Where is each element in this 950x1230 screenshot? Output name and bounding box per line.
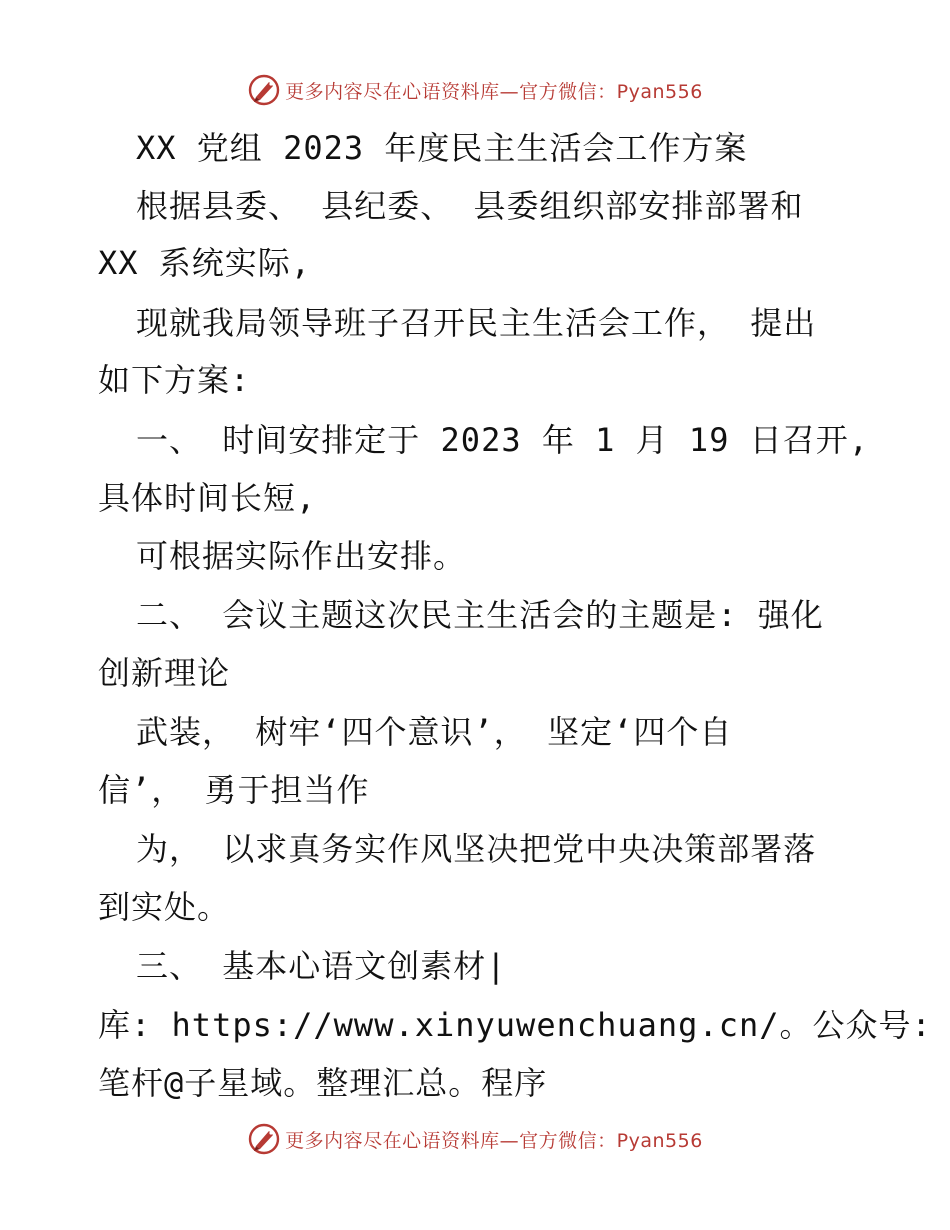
doc-line: XX 系统实际, — [98, 244, 312, 282]
doc-line: 到实处。 — [98, 888, 231, 926]
header-watermark-banner — [0, 70, 950, 110]
footer-watermark-banner — [0, 1119, 950, 1159]
doc-line: 具体时间长短, — [98, 479, 317, 517]
doc-line: 信’， 勇于担当作 — [98, 771, 370, 809]
doc-title: XX 党组 2023 年度民主生活会工作方案 — [136, 129, 748, 167]
doc-line: 三、 基本心语文创素材| — [136, 947, 507, 985]
doc-line: 武装， 树牢‘四个意识’， 坚定‘四个自 — [136, 713, 733, 751]
doc-line: 可根据实际作出安排。 — [136, 537, 467, 575]
doc-line: 创新理论 — [98, 654, 231, 692]
watermark-text: 更多内容尽在心语资料库—官方微信：Pyan556 — [285, 1129, 703, 1152]
pen-logo-icon — [247, 73, 281, 107]
doc-line: 笔杆@子星域。整理汇总。程序 — [98, 1064, 548, 1102]
doc-line: 如下方案: — [98, 361, 251, 399]
doc-line: 一、 时间安排定于 2023 年 1 月 19 日召开, — [136, 421, 869, 459]
pen-logo-icon — [247, 1122, 281, 1156]
doc-line: 现就我局领导班子召开民主生活会工作， 提出 — [136, 304, 817, 342]
doc-line: 根据县委、 县纪委、 县委组织部安排部署和 — [136, 187, 804, 225]
doc-line: 为， 以求真务实作风坚决把党中央决策部署落 — [136, 830, 817, 868]
doc-line: 二、 会议主题这次民主生活会的主题是: 强化 — [136, 596, 824, 634]
watermark-text: 更多内容尽在心语资料库—官方微信：Pyan556 — [285, 80, 703, 103]
doc-line: 库: https://www.xinyuwenchuang.cn/。公众号: — [98, 1006, 932, 1044]
